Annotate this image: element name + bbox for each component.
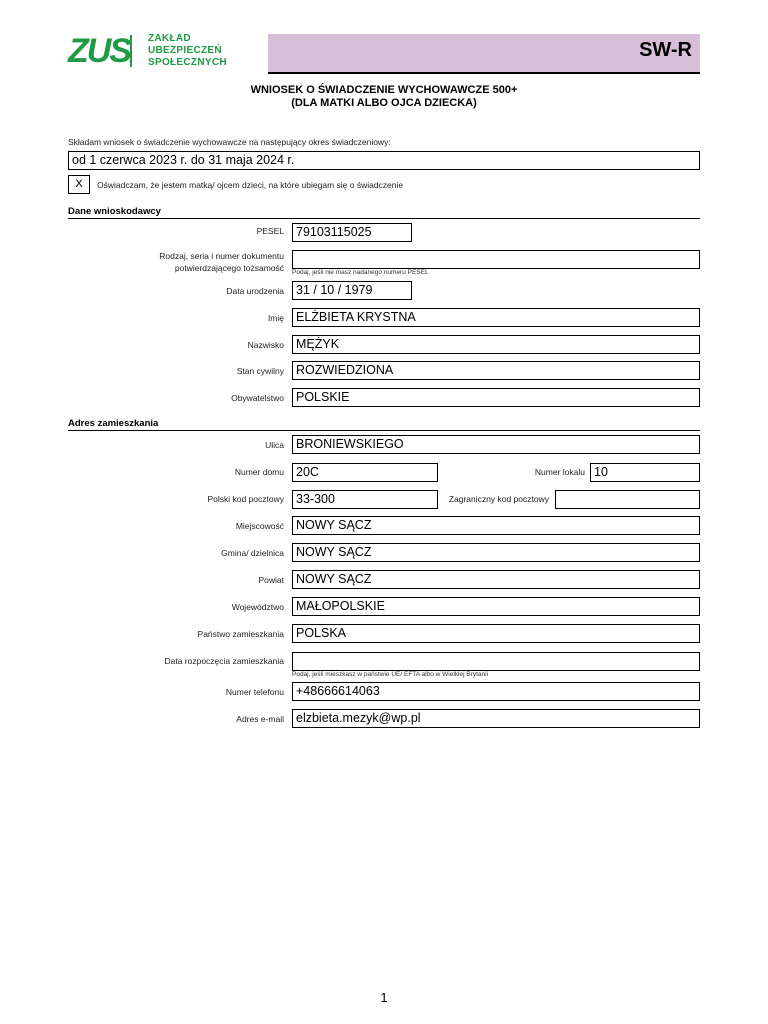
logo-line-3: SPOŁECZNYCH <box>148 57 227 68</box>
phone-label: Numer telefonu <box>225 687 284 697</box>
zus-logo <box>68 33 228 69</box>
pesel-field[interactable]: 79103115025 <box>292 223 412 242</box>
page-number: 1 <box>380 990 388 1005</box>
street-field[interactable]: BRONIEWSKIEGO <box>292 435 700 454</box>
form-code-banner <box>268 34 700 74</box>
zus-logo-mark: ZUS <box>68 32 130 70</box>
first-name-field[interactable]: ELŻBIETA KRYSTNA <box>292 308 700 327</box>
address-section-title: Adres zamieszkania <box>68 418 159 429</box>
county-label: Powiat <box>258 575 284 585</box>
postal-code-field[interactable]: 33-300 <box>292 490 438 509</box>
document-hint: Podaj, jeśli nie masz nadanego numeru PESEL <box>292 269 429 276</box>
flat-number-label: Numer lokalu <box>534 467 585 477</box>
citizenship-label: Obywatelstwo <box>231 393 284 403</box>
flat-number-field[interactable]: 10 <box>590 463 700 482</box>
country-label: Państwo zamieszkania <box>197 629 284 639</box>
last-name-label: Nazwisko <box>247 340 284 350</box>
logo-separator <box>130 35 132 67</box>
declaration-checkbox[interactable]: X <box>68 175 90 194</box>
foreign-postal-code-label: Zagraniczny kod pocztowy <box>448 494 549 504</box>
first-name-label: Imię <box>267 313 284 323</box>
logo-line-2: UBEZPIECZEŃ <box>148 45 222 56</box>
document-label-line-2: potwierdzającego tożsamość <box>174 263 284 273</box>
applicant-section-rule <box>68 218 700 219</box>
city-field[interactable]: NOWY SĄCZ <box>292 516 700 535</box>
county-field[interactable]: NOWY SĄCZ <box>292 570 700 589</box>
pesel-label: PESEL <box>256 226 284 236</box>
logo-line-1: ZAKŁAD <box>148 33 191 44</box>
form-title-line-1: WNIOSEK O ŚWIADCZENIE WYCHOWAWCZE 500+ <box>250 84 518 96</box>
country-field[interactable]: POLSKA <box>292 624 700 643</box>
applicant-section-title: Dane wnioskodawcy <box>68 206 161 217</box>
birth-date-field[interactable]: 31 / 10 / 1979 <box>292 281 412 300</box>
house-number-field[interactable]: 20C <box>292 463 438 482</box>
marital-status-field[interactable]: ROZWIEDZIONA <box>292 361 700 380</box>
voivodeship-label: Województwo <box>231 602 284 612</box>
postal-code-label: Polski kod pocztowy <box>207 494 284 504</box>
foreign-postal-code-field[interactable] <box>555 490 700 509</box>
birth-date-label: Data urodzenia <box>226 286 284 296</box>
email-field[interactable]: elzbieta.mezyk@wp.pl <box>292 709 700 728</box>
period-field[interactable]: od 1 czerwca 2023 r. do 31 maja 2024 r. <box>68 151 700 170</box>
form-title-line-2: (DLA MATKI ALBO OJCA DZIECKA) <box>291 97 477 109</box>
residence-start-label: Data rozpoczęcia zamieszkania <box>164 656 284 666</box>
marital-status-label: Stan cywilny <box>236 366 284 376</box>
voivodeship-field[interactable]: MAŁOPOLSKIE <box>292 597 700 616</box>
period-label: Składam wniosek o świadczenie wychowawcze na następujący okres świadczeniowy: <box>68 137 391 147</box>
citizenship-field[interactable]: POLSKIE <box>292 388 700 407</box>
residence-hint: Podaj, jeśli mieszkasz w państwie UE/ EFTA albo w Wielkiej Brytanii <box>292 671 489 678</box>
phone-field[interactable]: +48666614063 <box>292 682 700 701</box>
address-section-rule <box>68 430 700 431</box>
commune-field[interactable]: NOWY SĄCZ <box>292 543 700 562</box>
form-code: SW-R <box>639 39 692 61</box>
last-name-field[interactable]: MĘŻYK <box>292 335 700 354</box>
declaration-text: Oświadczam, że jestem matką/ ojcem dzieci, na które ubiegam się o świadczenie <box>97 180 404 190</box>
city-label: Miejscowość <box>235 521 284 531</box>
email-label: Adres e-mail <box>236 714 284 724</box>
house-number-label: Numer domu <box>234 467 284 477</box>
document-field[interactable] <box>292 250 700 269</box>
street-label: Ulica <box>265 440 284 450</box>
residence-start-field[interactable] <box>292 652 700 671</box>
document-label-line-1: Rodzaj, seria i numer dokumentu <box>159 251 284 261</box>
commune-label: Gmina/ dzielnica <box>221 548 284 558</box>
